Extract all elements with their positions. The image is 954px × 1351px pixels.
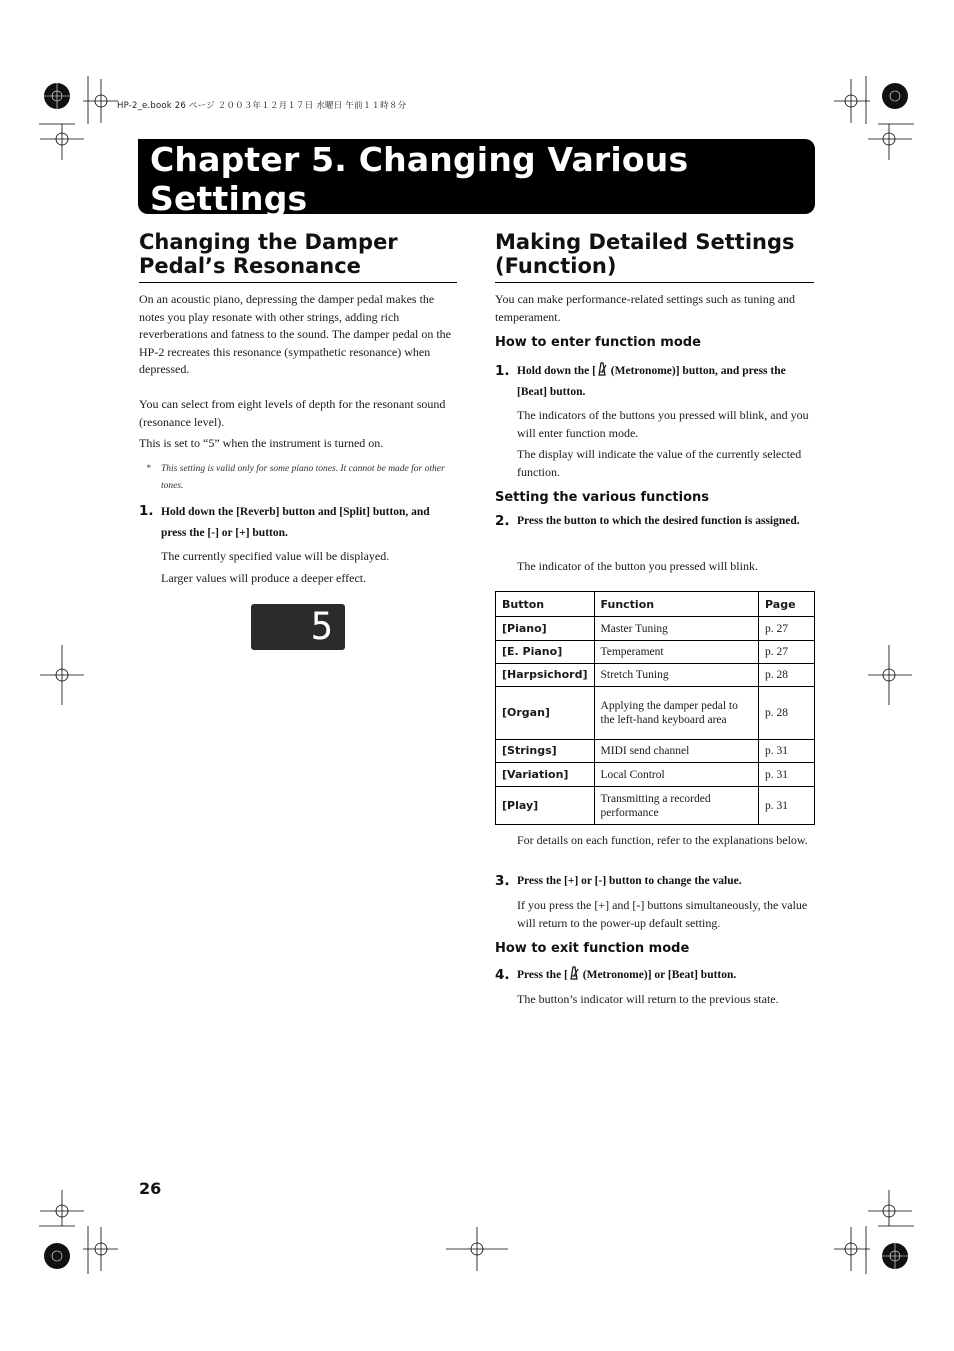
- left-heading-line2: Pedal’s Resonance: [139, 254, 361, 278]
- page-number: 26: [139, 1179, 162, 1198]
- table-cell-button: [E. Piano]: [496, 641, 595, 664]
- table-cell-function: Local Control: [594, 763, 758, 787]
- table-row: [496, 641, 815, 664]
- chapter-banner: [138, 139, 815, 218]
- right-step3-number: 3.: [495, 873, 510, 889]
- enter-function-heading: How to enter function mode: [495, 335, 701, 350]
- left-para-default: This is set to “5” when the instrument is turned on.: [139, 436, 384, 450]
- left-step1-instruction: Hold down the [Reverb] button and [Split] button, and press the [-] or [+] button.: [161, 506, 430, 539]
- right-section-heading: [495, 230, 814, 278]
- right-step2-number: 2.: [495, 513, 510, 529]
- right-heading-line2: (Function): [495, 254, 617, 278]
- right-step4-number: 4.: [495, 967, 510, 983]
- right-intro: You can make performance-related settings such as tuning and temperament.: [495, 292, 796, 324]
- table-cell-page: p. 27: [759, 641, 815, 664]
- table-cell-page: p. 31: [759, 740, 815, 763]
- right-heading-line1: Making Detailed Settings: [495, 230, 795, 254]
- setting-functions-heading: Setting the various functions: [495, 490, 709, 505]
- table-cell-page: p. 28: [759, 687, 815, 740]
- table-cell-button: [Variation]: [496, 763, 595, 787]
- printer-slug: HP-2_e.book 26 ページ ２００３年１２月１７日 水曜日 午前１１時８分: [117, 101, 407, 111]
- header-page: Page: [759, 592, 815, 617]
- step1-text-b: (Metronome)] button, and press the [Beat] button.: [517, 365, 786, 398]
- table-cell-page: p. 31: [759, 787, 815, 825]
- right-step4-instruction: [517, 965, 815, 986]
- left-para-intro: On an acoustic piano, depressing the damper pedal makes the notes you play resonate with other strings, adding rich reverberations and fatness to the sound. The damper pedal on the HP-2 recreates this resonance (sympathetic resonance) when depressed.: [139, 292, 452, 376]
- table-row: [496, 740, 815, 763]
- table-cell-button: [Play]: [496, 787, 595, 825]
- metronome-icon: [568, 966, 580, 980]
- table-row: [496, 787, 815, 825]
- note-mark: *: [146, 464, 151, 474]
- table-cell-page: p. 27: [759, 617, 815, 641]
- right-step2-result: The indicator of the button you pressed will blink.: [517, 559, 758, 573]
- header-button: Button: [496, 592, 595, 617]
- table-footnote: For details on each function, refer to the explanations below.: [517, 833, 808, 847]
- right-step1-instruction: [517, 361, 815, 403]
- step4-text-a: Press the [: [517, 969, 568, 981]
- right-step3-result: If you press the [+] and [-] buttons simultaneously, the value will return to the power-up default setting.: [517, 898, 808, 930]
- metronome-icon: [596, 362, 608, 376]
- note-text: This setting is valid only for some piano tones. It cannot be made for other tones.: [161, 464, 445, 491]
- table-cell-button: [Organ]: [496, 687, 595, 740]
- left-step1-number: 1.: [139, 503, 154, 519]
- table-cell-button: [Harpsichord]: [496, 664, 595, 687]
- table-cell-function: Master Tuning: [594, 617, 758, 641]
- table-row: [496, 763, 815, 787]
- table-cell-function: Temperament: [594, 641, 758, 664]
- right-step1-result: The indicators of the buttons you pressed will blink, and you will enter function mode.: [517, 408, 809, 440]
- right-step3-instruction: Press the [+] or [-] button to change the value.: [517, 875, 742, 887]
- right-step1-display: The display will indicate the value of the currently selected function.: [517, 447, 802, 479]
- table-row: [496, 617, 815, 641]
- left-heading-rule: [139, 282, 457, 283]
- step1-text-a: Hold down the [: [517, 365, 596, 377]
- table-cell-function: Stretch Tuning: [594, 664, 758, 687]
- left-section-heading: [139, 230, 457, 278]
- header-function: Function: [594, 592, 758, 617]
- right-step4-result: The button’s indicator will return to the previous state.: [517, 992, 779, 1006]
- table-cell-page: p. 28: [759, 664, 815, 687]
- led-display: [251, 604, 345, 650]
- right-heading-rule: [495, 282, 814, 283]
- exit-function-heading: How to exit function mode: [495, 941, 690, 956]
- table-cell-button: [Strings]: [496, 740, 595, 763]
- chapter-title: Chapter 5. Changing Various Settings: [150, 139, 689, 218]
- table-cell-function: MIDI send channel: [594, 740, 758, 763]
- right-step1-number: 1.: [495, 363, 510, 379]
- left-step1-effect: Larger values will produce a deeper effect.: [161, 571, 367, 585]
- table-cell-button: [Piano]: [496, 617, 595, 641]
- led-display-value: 5: [310, 605, 333, 648]
- function-table: [495, 591, 815, 825]
- left-step1-result: The currently specified value will be displayed.: [161, 549, 390, 563]
- left-para-levels: You can select from eight levels of depth for the resonant sound (resonance level).: [139, 397, 446, 429]
- table-row: [496, 664, 815, 687]
- table-header-row: [496, 592, 815, 617]
- table-row: [496, 687, 815, 740]
- step4-text-b: (Metronome)] or [Beat] button.: [582, 969, 737, 981]
- left-heading-line1: Changing the Damper: [139, 230, 398, 254]
- table-cell-function: Applying the damper pedal to the left-hand keyboard area: [594, 687, 758, 740]
- table-cell-function: Transmitting a recorded performance: [594, 787, 758, 825]
- table-cell-page: p. 31: [759, 763, 815, 787]
- right-step2-instruction: Press the button to which the desired function is assigned.: [517, 515, 800, 527]
